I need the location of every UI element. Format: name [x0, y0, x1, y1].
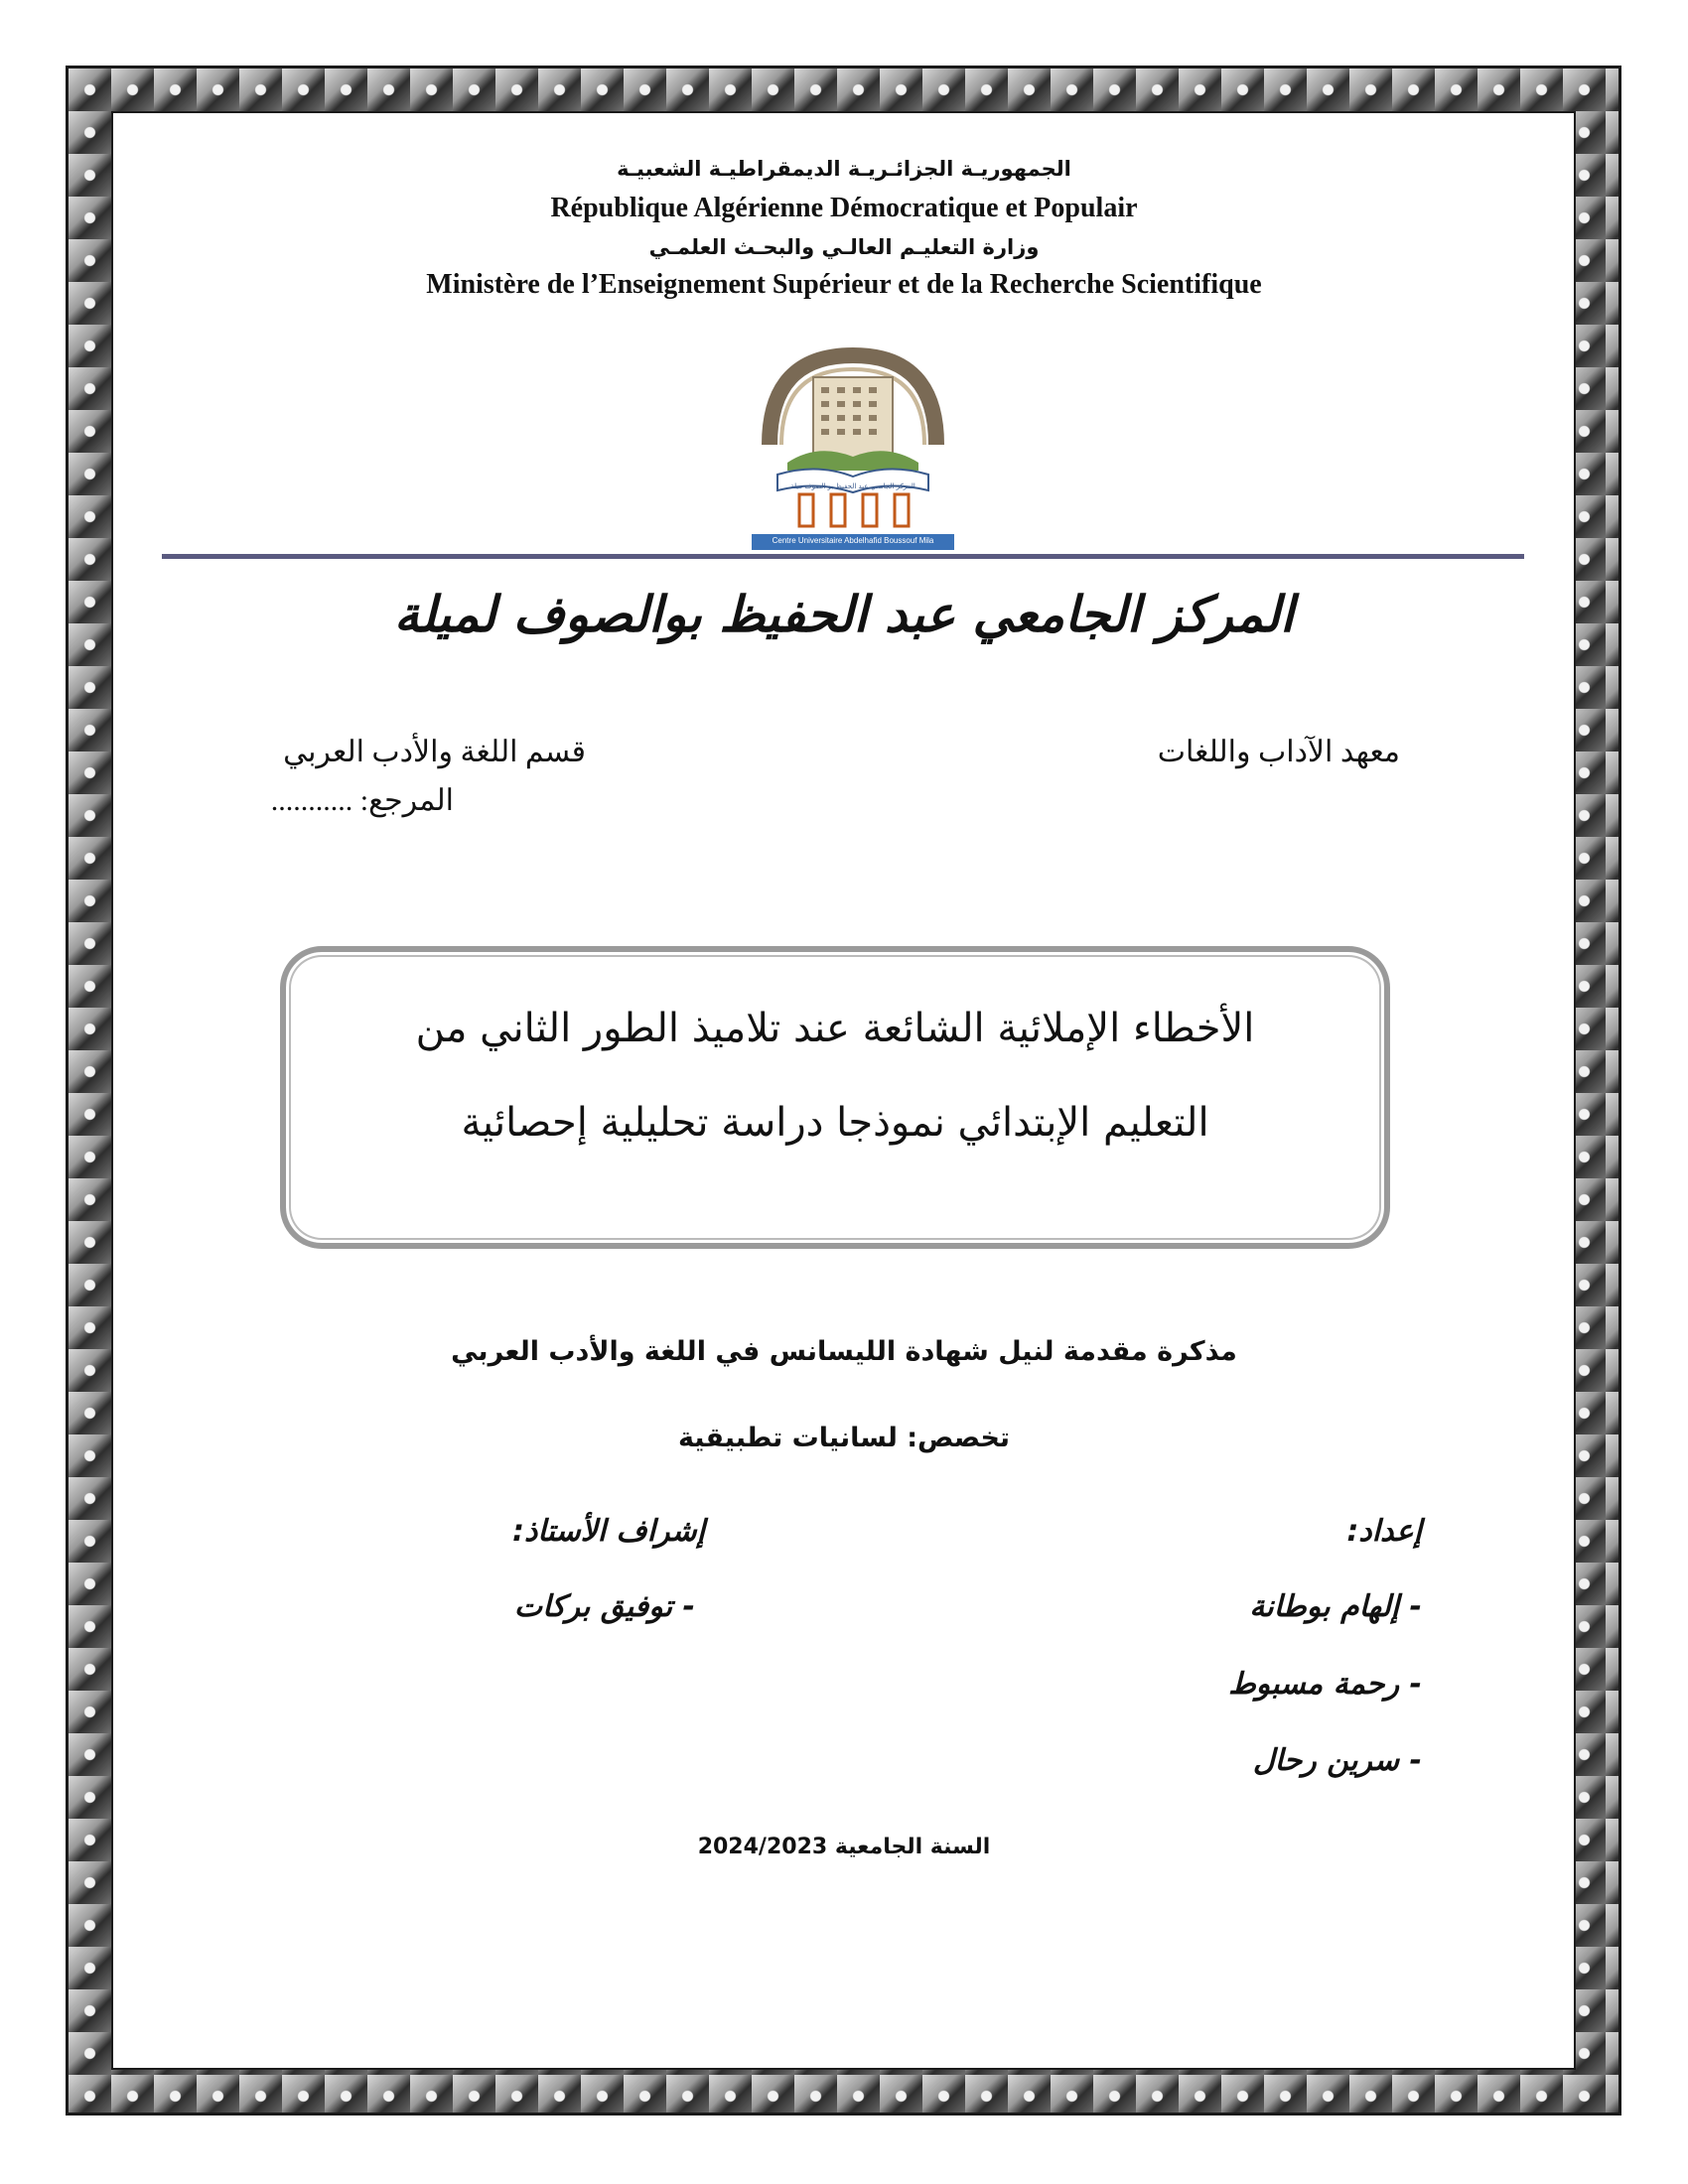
ministry-arabic: وزارة التعليـم العالـي والبحـث العلمـي [648, 235, 1040, 259]
republic-arabic: الجمهوريـة الجزائـريـة الديمقراطيـة الشعبيـة [617, 157, 1071, 181]
institution-title: المركز الجامعي عبد الحفيظ بوالصوف لميلة [393, 586, 1295, 643]
thesis-title-line-2: التعليم الإبتدائي نموذجا دراسة تحليلية إحصائية [461, 1100, 1209, 1146]
student-name: - سرين رحال [1252, 1743, 1422, 1778]
specialty: تخصص: لسانيات تطبيقية [677, 1423, 1011, 1453]
thesis-title-box [280, 946, 1390, 1249]
degree-statement: مذكرة مقدمة لنيل شهادة الليسانس في اللغة والأدب العربي [451, 1336, 1237, 1367]
thesis-title-line-1: الأخطاء الإملائية الشائعة عند تلاميذ الطور الثاني من [415, 1006, 1255, 1051]
logo-arabic-caption: المركز الجامعي عبد الحفيظ بو الصوف ميلة [790, 482, 915, 490]
student-name: - رحمة مسبوط [1228, 1667, 1422, 1702]
prepared-by-label: إعداد: [1346, 1514, 1422, 1549]
university-logo [748, 336, 958, 554]
academic-year: السنة الجامعية 2024/2023 [697, 1835, 991, 1859]
header-divider [162, 554, 1524, 559]
supervisor-label: إشراف الأستاذ: [511, 1514, 705, 1549]
supervisor-name: - توفيق بركات [513, 1589, 695, 1624]
student-name: - إلهام بوطانة [1249, 1589, 1422, 1624]
institute-name: معهد الآداب واللغات [1157, 736, 1400, 768]
reference-field: المرجع: ........... [270, 784, 454, 817]
logo-latin-caption: Centre Universitaire Abdelhafid Boussouf Mila [772, 536, 934, 545]
department-name: قسم اللغة والأدب العربي [283, 736, 586, 768]
republic-french: République Algérienne Démocratique et Populair [550, 193, 1138, 223]
ministry-french: Ministère de l’Enseignement Supérieur et de la Recherche Scientifique [426, 269, 1262, 300]
